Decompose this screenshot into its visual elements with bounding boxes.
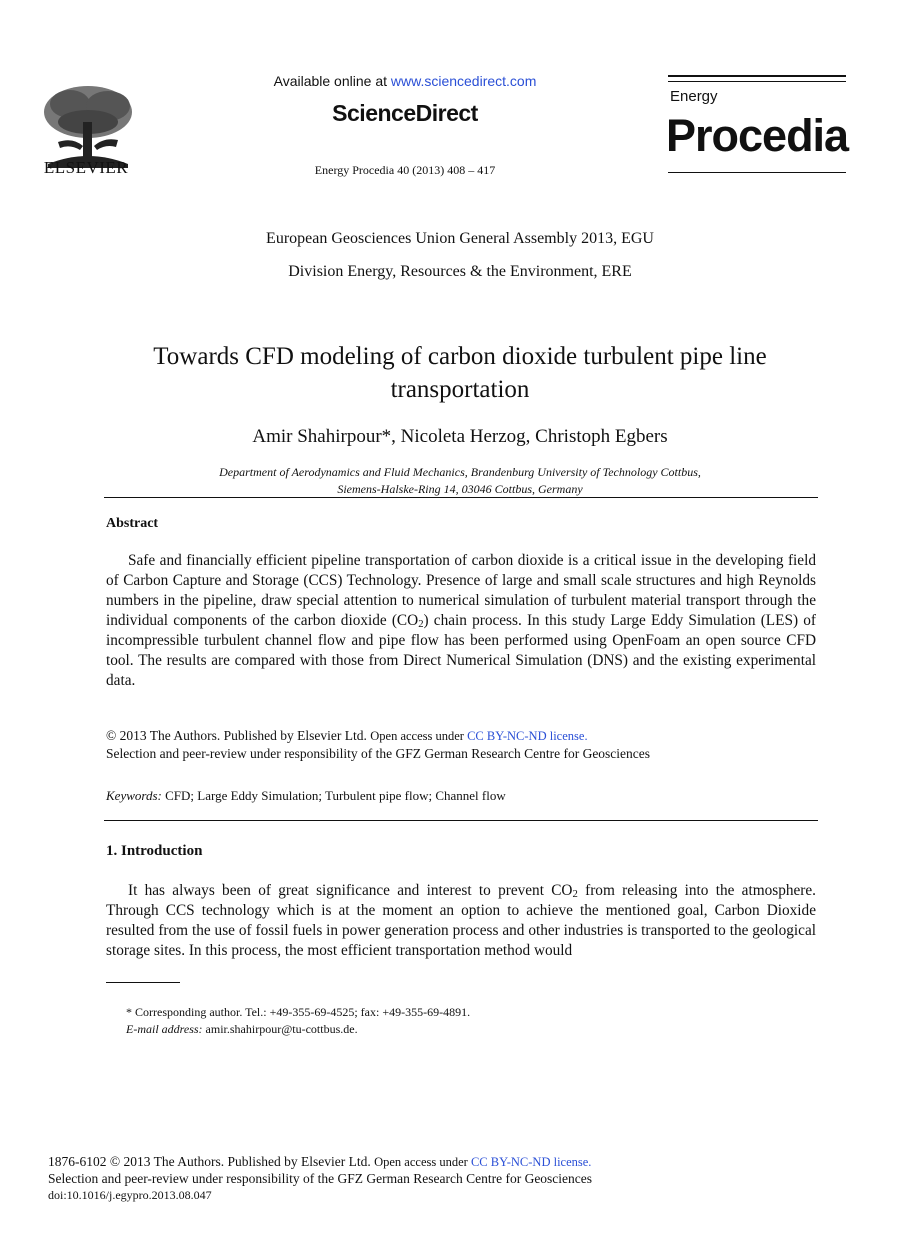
peer-review-line: Selection and peer-review under responsibility of the GFZ German Research Centre for Geosciences bbox=[106, 746, 651, 761]
copyright-line: © 2013 The Authors. Published by Elsevier Ltd. Open access under CC BY-NC-ND license. bbox=[106, 728, 588, 743]
email-footnote: E-mail address: amir.shahirpour@tu-cottbus.de. bbox=[126, 1022, 358, 1036]
conference-line-2: Division Energy, Resources & the Environment, ERE bbox=[288, 263, 632, 280]
sciencedirect-link[interactable]: www.sciencedirect.com bbox=[390, 73, 537, 89]
title-line-1: Towards CFD modeling of carbon dioxide turbulent pipe line bbox=[153, 343, 767, 370]
keywords-label: Keywords: bbox=[106, 788, 162, 803]
authors: Amir Shahirpour*, Nicoleta Herzog, Christoph Egbers bbox=[252, 426, 668, 447]
available-online bbox=[240, 73, 570, 89]
available-prefix: Available online at bbox=[273, 73, 391, 89]
journal-logo-large: Procedia bbox=[666, 110, 849, 161]
affiliation-line-1: Department of Aerodynamics and Fluid Mechanics, Brandenburg University of Technology Cottbus, bbox=[219, 465, 701, 479]
procedia-rule-top bbox=[668, 75, 846, 77]
procedia-rule-bottom bbox=[668, 172, 846, 173]
abstract-text: Safe and financially efficient pipeline transportation of carbon dioxide is a critical issue in the developing field of Carbon Capture and Storage (CCS) Technology. Presence of large and small scale structures and high Reynolds numbers in the pipeline, draw special attention to numerical simulation of turbulent material transport through the individual components of the carbon dioxide $(CO_2)$ chain process. In this study Large Eddy Simulation (LES) of incompressible turbulent channel flow and pipe flow has been performed using OpenFoam an open source CFD tool. The results are compared with those from Direct Numerical Simulation (DNS) and the existing experimental data. bbox=[106, 552, 816, 689]
bottom-license-link[interactable]: CC BY-NC-ND license. bbox=[470, 1155, 592, 1169]
title-line-2: transportation bbox=[390, 376, 530, 403]
corresponding-author-footnote: * Corresponding author. Tel.: +49-355-69-4525; fax: +49-355-69-4891. bbox=[126, 1005, 471, 1019]
abstract-divider bbox=[104, 820, 818, 821]
journal-reference: Energy Procedia 40 (2013) 408 – 417 bbox=[314, 163, 496, 177]
bottom-peer-review-line: Selection and peer-review under responsibility of the GFZ German Research Centre for Geosciences bbox=[48, 1171, 593, 1186]
keywords: Keywords: CFD; Large Eddy Simulation; Turbulent pipe flow; Channel flow bbox=[106, 788, 506, 803]
doi: doi:10.1016/j.egypro.2013.08.047 bbox=[48, 1188, 212, 1202]
section-heading-introduction: 1. Introduction bbox=[106, 843, 203, 859]
paper-title bbox=[100, 340, 820, 406]
license-link[interactable]: CC BY-NC-ND license. bbox=[467, 729, 588, 743]
issn-copyright-line: 1876-6102 © 2013 The Authors. Published by Elsevier Ltd. Open access under CC BY-NC-ND license. bbox=[48, 1154, 592, 1169]
header-divider bbox=[104, 497, 818, 498]
conference-line-1: European Geosciences Union General Assembly 2013, EGU bbox=[266, 230, 654, 247]
publisher-logo-text: ELSEVIER bbox=[43, 158, 129, 177]
sciencedirect-logo: ScienceDirect bbox=[332, 100, 478, 126]
footnote-divider bbox=[106, 982, 180, 983]
introduction-text: It has always been of great significance and interest to prevent $CO_2$ from releasing into the atmosphere. Through CCS technology which is at the moment an option to achieve the mentioned goal, Carbon Dioxide resulted from the use of fossil fuels in power generation process and other industries is transported to the geological storage sites. In this process, the most efficient transportation method would bbox=[106, 882, 816, 959]
journal-logo-small: Energy bbox=[670, 88, 718, 105]
abstract-heading: Abstract bbox=[106, 516, 159, 531]
procedia-rule-top-thin bbox=[668, 81, 846, 82]
affiliation-line-2: Siemens-Halske-Ring 14, 03046 Cottbus, Germany bbox=[337, 482, 583, 496]
